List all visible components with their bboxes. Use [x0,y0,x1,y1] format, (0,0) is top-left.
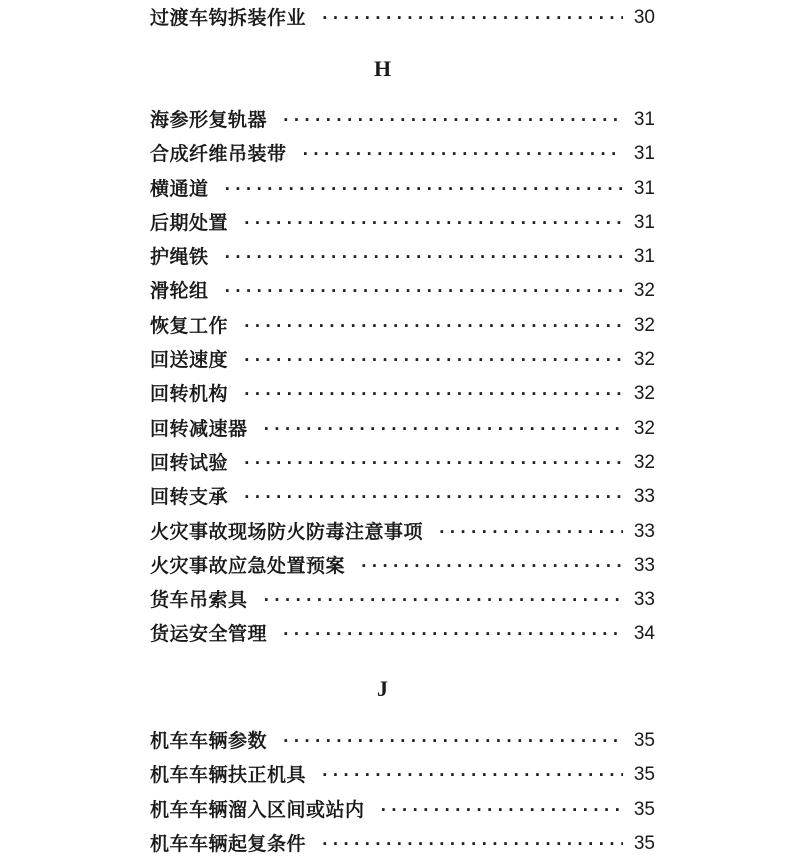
index-entry [150,793,655,827]
dot-leader [379,793,623,827]
top-entries [150,1,655,35]
section-heading-h: H [373,56,392,81]
entry-page-number: 35 [633,764,655,786]
dot-leader [242,480,623,514]
index-entry [150,274,655,308]
entry-term: 火灾事故应急处置预案 [150,554,346,577]
entry-page-number: 30 [633,7,655,28]
entry-term: 后期处置 [150,211,229,234]
dot-leader [301,137,623,171]
index-entry [150,724,655,758]
entry-page-number: 31 [633,109,655,130]
section-heading-j: J [377,676,388,701]
index-entry [150,137,655,171]
entry-page-number: 33 [633,589,655,611]
entry-page-number: 32 [633,383,655,405]
entry-term: 货车吊索具 [150,589,248,612]
entry-page-number: 33 [633,486,655,508]
entry-page-number: 35 [633,798,655,820]
entry-term: 机车车辆溜入区间或站内 [150,798,365,821]
entry-term: 机车车辆起复条件 [150,832,307,855]
entry-page-number: 31 [633,177,655,199]
index-entry [150,206,655,240]
entry-page-number: 31 [633,246,655,268]
dot-leader [242,309,623,343]
index-entry [150,758,655,792]
dot-leader [437,515,623,549]
entry-term: 回转机构 [150,383,229,406]
index-entry [150,377,655,411]
dot-leader [242,206,623,240]
entry-term: 机车车辆参数 [150,730,268,752]
dot-leader [262,583,623,617]
entry-page-number: 33 [633,554,655,576]
dot-leader [242,343,623,377]
index-entry [150,617,655,651]
entry-term: 机车车辆扶正机具 [150,764,307,787]
index-entry [150,309,655,343]
entry-term: 回转支承 [150,486,229,509]
dot-leader [281,103,623,137]
dot-leader [281,617,623,651]
dot-leader [281,724,623,758]
entry-term: 护绳铁 [150,246,209,269]
entry-term: 回转试验 [150,451,229,474]
index-entry [150,343,655,377]
entry-term: 横通道 [150,177,209,200]
index-entry [150,446,655,480]
dot-leader [223,274,623,308]
index-entry [150,583,655,617]
entry-term: 回转减速器 [150,417,248,440]
entry-page-number: 32 [633,349,655,371]
entry-page-number: 35 [633,730,655,751]
entry-page-number: 32 [633,451,655,473]
dot-leader [320,758,623,792]
index-entry [150,515,655,549]
entry-page-number: 32 [633,417,655,439]
index-entry [150,240,655,274]
index-entry [150,827,655,861]
dot-leader [223,172,623,206]
index-entry [150,549,655,583]
entry-page-number: 31 [633,211,655,233]
entry-term: 过渡车钩拆装作业 [150,7,307,29]
dot-leader [359,549,623,583]
dot-leader [320,827,623,861]
entry-page-number: 32 [633,280,655,302]
section-h-entries [150,103,655,652]
index-entry [150,103,655,137]
dot-leader [242,446,623,480]
entry-term: 海参形复轨器 [150,109,268,131]
entry-term: 货运安全管理 [150,623,268,646]
dot-leader [223,240,623,274]
index-entry [150,480,655,514]
entry-page-number: 33 [633,520,655,542]
entry-page-number: 31 [633,143,655,165]
index-entry [150,412,655,446]
entry-page-number: 32 [633,314,655,336]
dot-leader [262,412,623,446]
dot-leader [242,377,623,411]
index-entry [150,172,655,206]
index-entry [150,1,655,35]
entry-term: 火灾事故现场防火防毒注意事项 [150,520,424,543]
dot-leader [320,1,623,35]
entry-page-number: 35 [633,832,655,854]
entry-term: 恢复工作 [150,314,229,337]
entry-term: 回送速度 [150,349,229,372]
entry-term: 合成纤维吊装带 [150,143,287,166]
entry-term: 滑轮组 [150,280,209,303]
section-j-entries [150,724,655,861]
entry-page-number: 34 [633,623,655,645]
